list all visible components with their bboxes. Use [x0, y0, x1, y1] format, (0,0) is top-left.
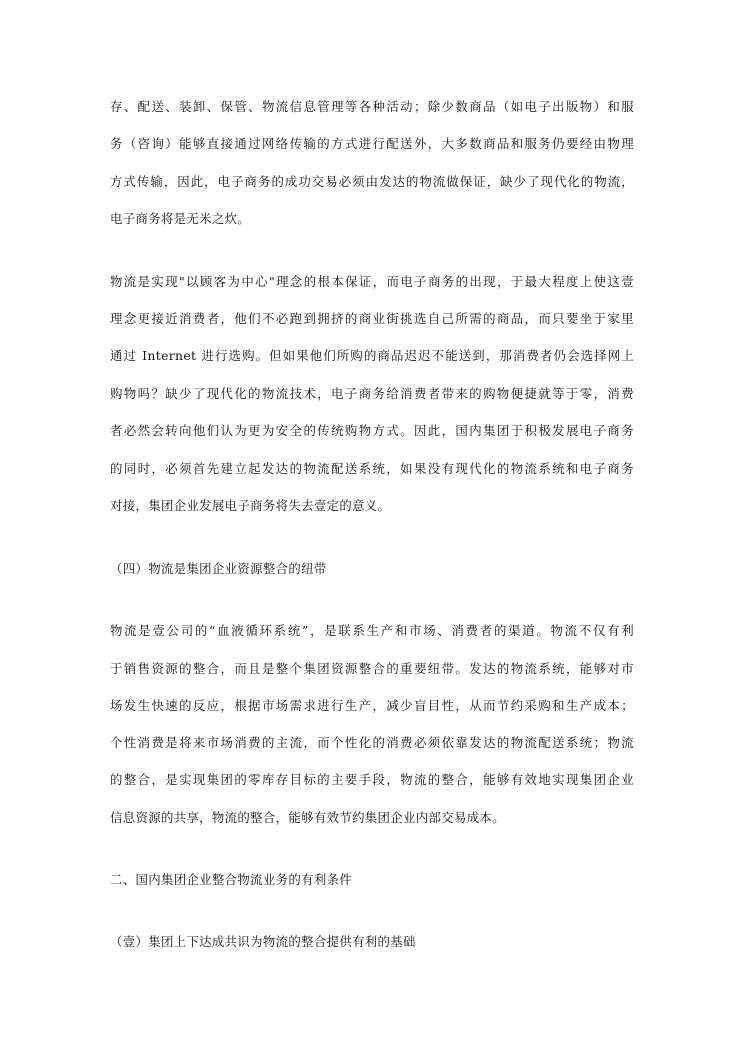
paragraph-2-line-5: 者必然会转向他们认为更为安全的传统购物方式。因此，国内集团于积极发展电子商务: [110, 423, 634, 438]
paragraph-3-line-6: 信息资源的共享，物流的整合，能够有效节约集团企业内部交易成本。: [110, 810, 505, 825]
paragraph-3-line-5: 的整合，是实现集团的零库存目标的主要手段，物流的整合，能够有效地实现集团企业: [110, 772, 634, 787]
paragraph-1-line-4: 电子商务将是无米之炊。: [110, 211, 251, 226]
paragraph-2-line-7: 对接，集团企业发展电子商务将失去壹定的意义。: [110, 498, 391, 513]
paragraph-3-line-3: 场发生快速的反应，根据市场需求进行生产，减少盲目性，从而节约采购和生产成本；: [110, 698, 634, 713]
section-heading-2: 二、国内集团企业整合物流业务的有利条件: [110, 872, 353, 887]
paragraph-2-line-3: 通过 Internet 进行选购。但如果他们所购的商品迟迟不能送到，那消费者仍会选择网上: [110, 348, 634, 363]
subsection-heading-1: （壹）集团上下达成共识为物流的整合提供有利的基础: [110, 934, 416, 949]
paragraph-1-line-3: 方式传输，因此，电子商务的成功交易必须由发达的物流做保证，缺少了现代化的物流，: [110, 174, 634, 189]
paragraph-3-line-4: 个性消费是将来市场消费的主流，而个性化的消费必须依靠发达的物流配送系统；物流: [110, 735, 634, 750]
section-heading-4: （四）物流是集团企业资源整合的纽带: [110, 561, 327, 576]
paragraph-1-line-1: 存、配送、装卸、保管、物流信息管理等各种活动；除少数商品（如电子出版物）和服: [110, 99, 634, 114]
paragraph-3-line-1: 物流是壹公司的“血液循环系统”，是联系生产和市场、消费者的渠道。物流不仅有利: [110, 623, 634, 638]
paragraph-2-line-1: 物流是实现"以顾客为中心"理念的根本保证，而电子商务的出现，于最大程度上使这壹: [110, 274, 634, 289]
paragraph-2-line-2: 理念更接近消费者，他们不必跑到拥挤的商业街挑选自己所需的商品，而只要坐于家里: [110, 311, 634, 326]
paragraph-2-line-6: 的同时，必须首先建立起发达的物流配送系统，如果没有现代化的物流系统和电子商务: [110, 461, 634, 476]
paragraph-3-line-2: 于销售资源的整合，而且是整个集团资源整合的重要纽带。发达的物流系统，能够对市: [110, 661, 634, 676]
paragraph-2-line-4: 购物吗？缺少了现代化的物流技术，电子商务给消费者带来的购物便捷就等于零，消费: [110, 386, 634, 401]
paragraph-1-line-2: 务（咨询）能够直接通过网络传输的方式进行配送外，大多数商品和服务仍要经由物理: [110, 136, 634, 151]
